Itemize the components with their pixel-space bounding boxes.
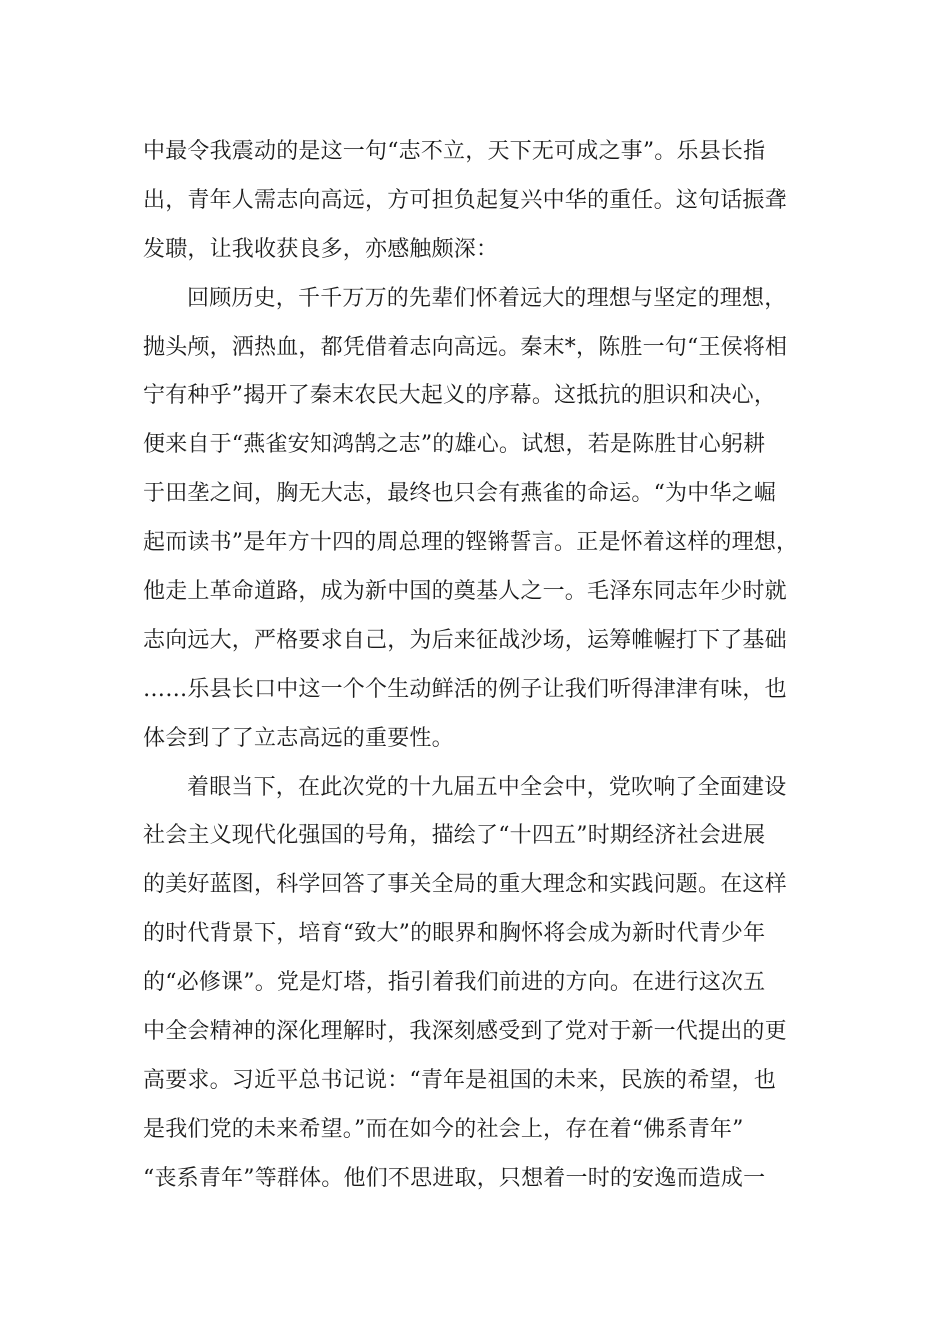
text-line: 中全会精神的深化理解时，我深刻感受到了党对于新一代提出的更 [143,1019,787,1045]
paragraph [143,128,808,275]
text-line: 的时代背景下，培育“致大”的眼界和胸怀将会成为新时代青少年 [143,921,766,947]
text-line: ……乐县长口中这一个个生动鲜活的例子让我们听得津津有味，也 [143,676,787,702]
text-line: 出，青年人需志向高远，方可担负起复兴中华的重任。这句话振聋 [143,187,787,213]
text-line: 着眼当下，在此次党的十九届五中全会中，党吹响了全面建设 [187,774,787,800]
text-line: 他走上革命道路，成为新中国的奠基人之一。毛泽东同志年少时就 [143,579,787,605]
text-line: 于田垄之间，胸无大志，最终也只会有燕雀的命运。“为中华之崛 [143,481,777,507]
text-line: 回顾历史，千千万万的先辈们怀着远大的理想与坚定的理想， [187,285,787,311]
paragraph [143,764,808,1204]
text-line: “丧系青年”等群体。他们不思进取，只想着一时的安逸而造成一 [143,1165,766,1191]
text-line: 发聩，让我收获良多，亦感触颇深： [143,236,499,262]
text-line: 的“必修课”。党是灯塔，指引着我们前进的方向。在进行这次五 [143,970,766,996]
text-line: 体会到了了立志高远的重要性。 [143,725,454,751]
text-line: 便来自于“燕雀安知鸿鹄之志”的雄心。试想，若是陈胜甘心躬耕 [143,432,766,458]
text-line: 志向远大，严格要求自己，为后来征战沙场，运筹帷幄打下了基础 [143,627,787,653]
text-line: 起而读书”是年方十四的周总理的铿锵誓言。正是怀着这样的理想， [143,530,799,556]
text-line: 宁有种乎”揭开了秦末农民大起义的序幕。这抵抗的胆识和决心， [143,383,777,409]
text-line: 抛头颅，洒热血，都凭借着志向高远。秦末*，陈胜一句“王侯将相 [143,334,788,360]
text-line: 的美好蓝图，科学回答了事关全局的重大理念和实践问题。在这样 [143,872,787,898]
document-body [143,128,808,1204]
paragraph [143,275,808,764]
text-line: 高要求。习近平总书记说：“青年是祖国的未来，民族的希望，也 [143,1067,777,1093]
text-line: 社会主义现代化强国的号角，描绘了“十四五”时期经济社会进展 [143,823,766,849]
text-line: 中最令我震动的是这一句“志不立，天下无可成之事”。乐县长指 [143,139,766,164]
text-line: 是我们党的未来希望。”而在如今的社会上，存在着“佛系青年” [143,1116,744,1142]
